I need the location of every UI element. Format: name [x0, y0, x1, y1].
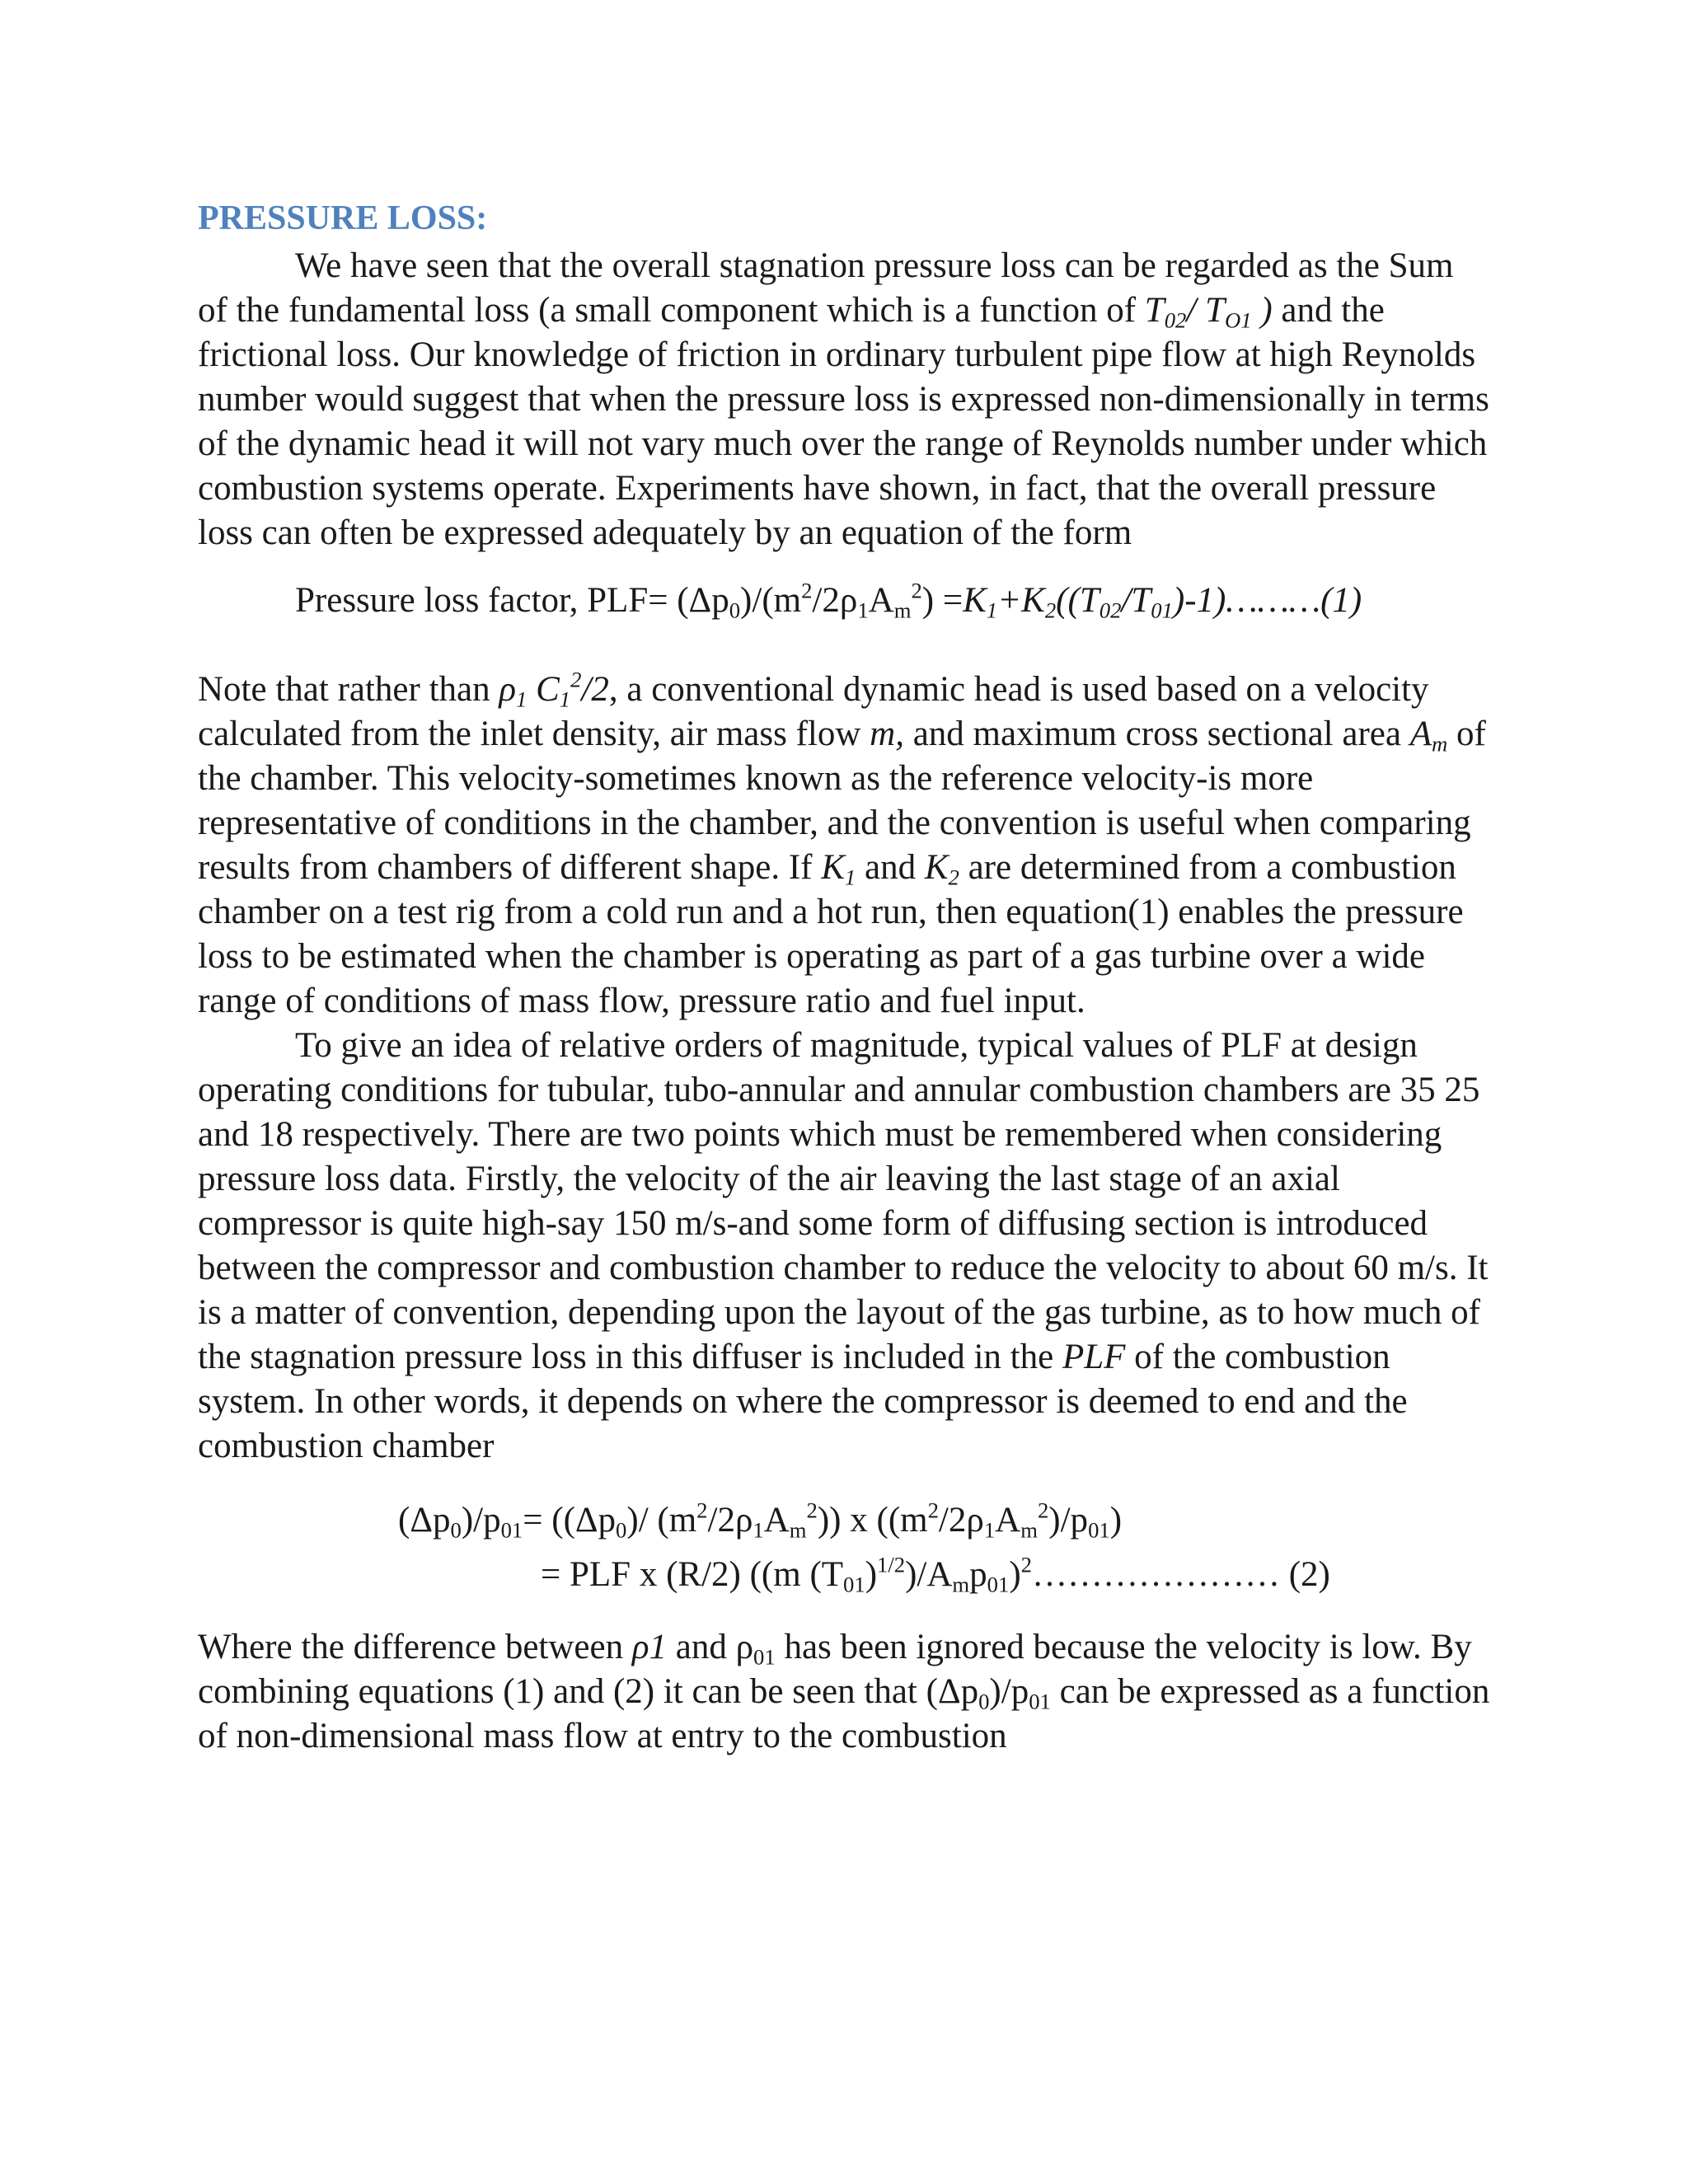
eq1-sup: 2 [911, 578, 922, 603]
page-content [198, 196, 1492, 1759]
var-a: A [1409, 715, 1432, 753]
eq1-plus: + [997, 581, 1022, 620]
sub: 0 [978, 1689, 990, 1714]
eq2-sup: 2 [927, 1497, 939, 1523]
eq1-slash: / [1121, 581, 1132, 620]
var-rho1: ρ1 [631, 1628, 667, 1666]
magnitudes-text: of the combustion system. In other words, it depends on where the compressor is deemed to end and the combustion chamber [198, 1338, 1408, 1465]
section-heading: PRESSURE LOSS: [198, 199, 488, 237]
eq2-part: )/ (m [626, 1501, 697, 1540]
paragraph-note [198, 668, 1492, 1024]
eq2-sub: 01 [987, 1572, 1010, 1597]
eq2-sup: 2 [1037, 1497, 1049, 1523]
sub-o1: O1 [1224, 307, 1252, 333]
sub: 1 [559, 687, 571, 712]
conclusion-text: )/p [989, 1672, 1029, 1711]
eq2-part: )/A [905, 1555, 953, 1594]
magnitudes-text: To give an idea of relative orders of magnitude, typical values of PLF at design operating conditions for tubular, tubo-annular and annular combustion chambers are 35 25 and 18 respectively. There are two points which must be remembered when considering pressure loss data. Firstly, the velocity of the air leaving the last stage of an axial compressor is quite high-say 150 m/s-and some form of diffusing section is introduced between the compressor and combustion chamber to reduce the velocity to about 60 m/s. It is a matter of convention, depending upon the layout of the gas turbine, as to how much of the stagnation pressure loss in this diffuser is included in the [198, 1026, 1489, 1376]
eq2-part: )/p [461, 1501, 501, 1540]
eq2-part: ) [1109, 1501, 1123, 1540]
note-text: Note that rather than [198, 670, 499, 709]
eq1-k: K [1021, 581, 1045, 620]
eq2-sup: 1/2 [877, 1552, 906, 1577]
eq1-sup: 2 [801, 578, 813, 603]
note-text: , a conventional dynamic head is used based on a velocity calculated from the inlet density, air mass flow [198, 670, 1429, 753]
conclusion-text: has been ignored because the velocity is low. By combining equations (1) and (2) it can be seen that (Δp [198, 1628, 1472, 1711]
half: /2 [581, 670, 609, 709]
var-plf: PLF [1062, 1338, 1126, 1376]
eq1-part: Pressure loss factor, PLF= (Δp [295, 581, 729, 620]
var-c: C [527, 670, 560, 709]
eq1-part: )/(m [740, 581, 802, 620]
eq2-part: (Δp [398, 1501, 451, 1540]
eq2-sub: 01 [843, 1572, 865, 1597]
slash: / [1186, 291, 1206, 330]
eq1-sub: 2 [1044, 598, 1057, 623]
eq2-part: p [969, 1555, 987, 1594]
note-text: are determined from a combustion chamber on a test rig from a cold run and a hot run, then equation(1) enables the pressure loss to be estimated when the chamber is operating as part of a gas turbine over a wide range of conditions of mass flow, pressure ratio and fuel input. [198, 848, 1464, 1020]
eq2-part: ) [865, 1555, 878, 1594]
eq2-sup: 2 [696, 1497, 708, 1523]
sub: 1 [516, 687, 528, 712]
conclusion-text: can be expressed as a function of non-dimensional mass flow at entry to the combustion [198, 1672, 1490, 1755]
equation-2-line-2 [541, 1553, 1492, 1597]
eq1-part: A [868, 581, 894, 620]
sub: m [1432, 731, 1448, 757]
eq1-t: T [1079, 581, 1100, 620]
paragraph-magnitudes [198, 1024, 1492, 1469]
equation-1 [295, 579, 1492, 623]
intro-text-b: and the frictional loss. Our knowledge of friction in ordinary turbulent pipe flow at high Reynolds number would suggest that when the pressure loss is expressed non-dimensionally in terms of the dynamic head it will not vary much over the range of Reynolds number under which combustion systems operate. Experiments have shown, in fact, that the overall pressure loss can often be expressed adequately by an equation of the form [198, 291, 1489, 552]
eq2-part: /2ρ [938, 1501, 984, 1540]
var-t: T [1144, 291, 1165, 330]
eq1-part: /2ρ [812, 581, 858, 620]
eq1-part: ) = [921, 581, 964, 620]
eq2-part: = PLF x (R/2) ((m (T [541, 1555, 844, 1594]
eq1-sub: m [893, 598, 912, 623]
eq2-part: /2ρ [707, 1501, 753, 1540]
eq1-k: K [963, 581, 987, 620]
eq2-part: A [995, 1501, 1021, 1540]
eq2-part: )/p [1048, 1501, 1089, 1540]
note-text: of the chamber. This velocity-sometimes known as the reference velocity-is more representative of conditions in the chamber, and the convention is useful when comparing results from chambers of different shape. If [198, 715, 1486, 887]
var-t: T [1205, 291, 1225, 330]
eq2-sub: m [952, 1572, 970, 1597]
eq2-sup: 2 [1020, 1552, 1032, 1577]
var-rho: ρ [499, 670, 516, 709]
eq1-sub: 1 [986, 598, 998, 623]
eq1-sub: 0 [729, 598, 741, 623]
eq1-sub: 1 [857, 598, 869, 623]
eq1-t: T [1131, 581, 1151, 620]
equation-2-line-1 [398, 1498, 1492, 1543]
eq1-sub: 01 [1151, 598, 1173, 623]
note-text: and maximum cross sectional area [903, 715, 1410, 753]
paragraph-intro: We have seen that the overall stagnation pressure loss can be regarded as the Sum of the fundamental loss (a small component which is a function of $T_{02}/$ $T_{O1}$ ) and the frictional loss. Our knowledge of friction in ordinary turbulent pipe flow at high Reynolds number would suggest that when the pressure loss is expressed non-dimensionally in terms of the dynamic head it will not vary much over the range of Reynolds number under which combustion systems operate. Experiments have shown, in fact, that the overall pressure loss can often be expressed adequately by an equation of the form [198, 246, 1489, 552]
eq2-part: ………………… (2) [1031, 1555, 1330, 1594]
eq2-sub: m [1020, 1517, 1038, 1543]
eq1-part: )-1)………(1) [1172, 581, 1362, 620]
eq2-part: ) [1009, 1555, 1021, 1594]
var-k: K [821, 848, 845, 887]
sub-02: 02 [1164, 307, 1187, 333]
var-m: m, [870, 715, 904, 753]
eq1-part: (( [1056, 581, 1080, 620]
eq2-sub: m [789, 1517, 807, 1543]
eq2-sub: 1 [983, 1517, 996, 1543]
eq2-part: = ((Δp [523, 1501, 617, 1540]
eq2-sup: 2 [806, 1497, 818, 1523]
conclusion-text: and ρ [666, 1628, 754, 1666]
eq2-sub: 0 [616, 1517, 627, 1543]
var-k: K [924, 848, 949, 887]
eq2-part: A [763, 1501, 790, 1540]
sub: 01 [753, 1644, 776, 1670]
eq2-sub: 1 [753, 1517, 764, 1543]
eq2-sub: 01 [500, 1517, 523, 1543]
eq2-sub: 01 [1088, 1517, 1110, 1543]
sub: 01 [1029, 1689, 1051, 1714]
sup: 2 [570, 667, 582, 692]
eq1-sub: 02 [1099, 598, 1122, 623]
intro-text-a: We have seen that the overall stagnation pressure loss can be regarded as the Sum of the fundamental loss (a small component which is a function of [198, 246, 1454, 330]
eq2-part: )) x ((m [817, 1501, 928, 1540]
note-text: and [856, 848, 925, 887]
eq2-sub: 0 [450, 1517, 462, 1543]
sub: 1 [844, 865, 856, 890]
sub: 2 [948, 865, 959, 890]
paragraph-conclusion [198, 1625, 1492, 1759]
conclusion-text: Where the difference between [198, 1628, 632, 1666]
